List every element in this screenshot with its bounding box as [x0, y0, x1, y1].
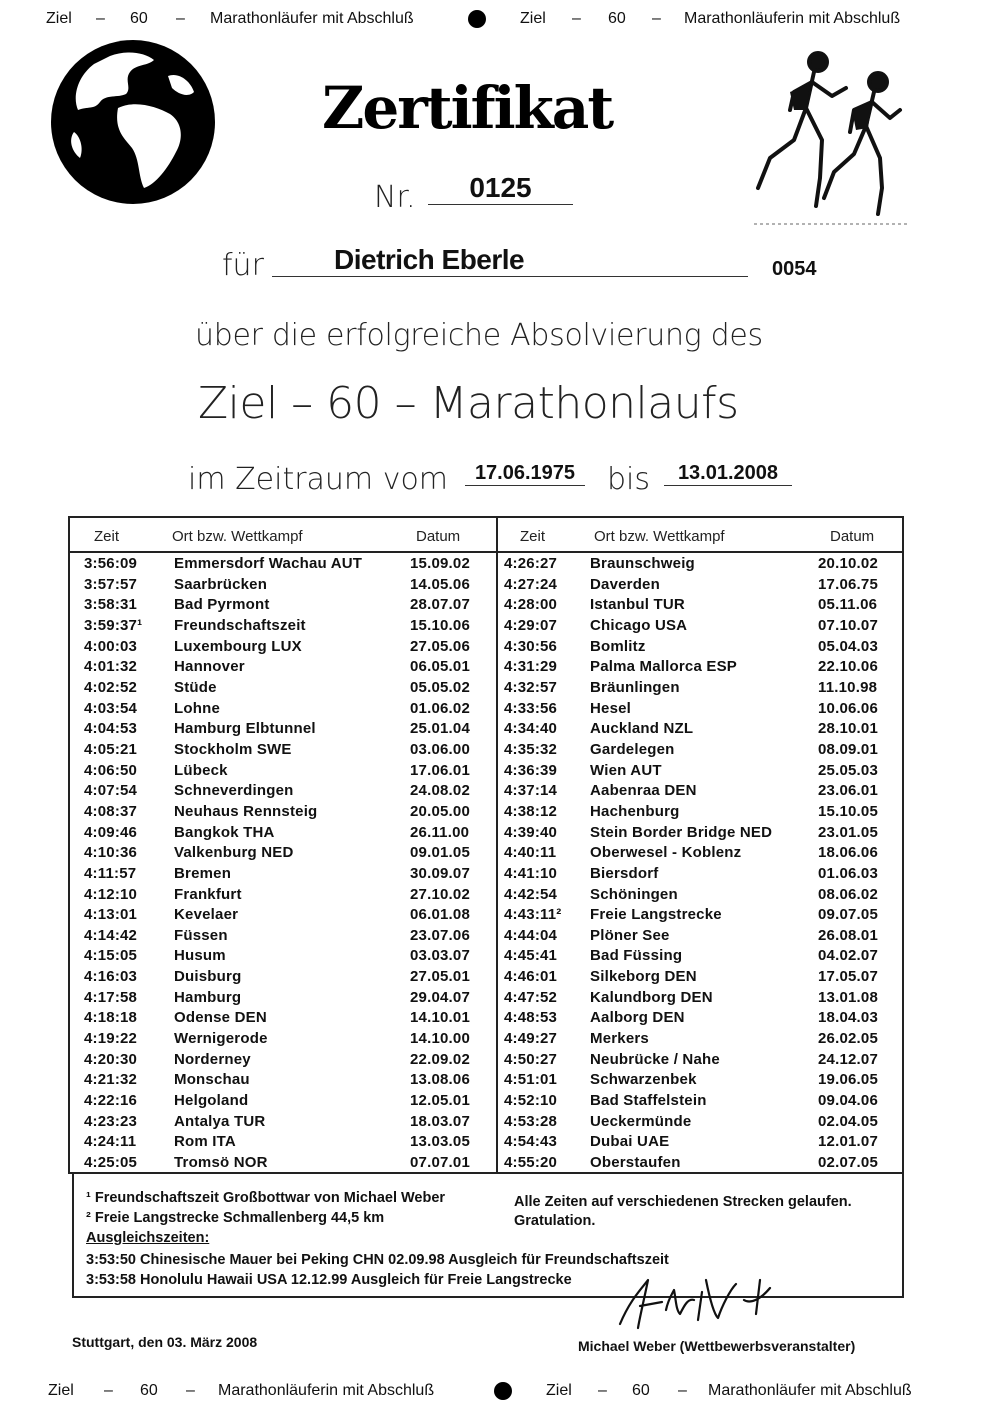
table-row [504, 740, 902, 761]
band-text: Marathonläuferin mit Abschluß [684, 10, 901, 27]
cell-date: 14.10.01 [410, 1009, 470, 1027]
cell-place: Wien AUT [590, 761, 662, 779]
period-start-date: 17.06.1975 [465, 462, 585, 486]
cell-place: Odense DEN [174, 1009, 267, 1027]
table-row [504, 1070, 902, 1091]
band-text: Marathonläuferin mit Abschluß [218, 1382, 435, 1399]
cell-time: 4:51:01 [504, 1071, 558, 1089]
table-row [84, 885, 494, 906]
cell-date: 14.10.00 [410, 1030, 470, 1048]
organizer-name: Michael Weber (Wettbewerbsveranstalter) [578, 1338, 856, 1354]
results-column-left [84, 554, 494, 1174]
course-title: Ziel – 60 – Marathonlaufs [198, 378, 739, 429]
table-row [84, 1008, 494, 1029]
table-row [504, 946, 902, 967]
cell-date: 02.04.05 [818, 1112, 878, 1130]
cell-time: 4:12:10 [84, 885, 138, 903]
cell-time: 4:44:04 [504, 926, 558, 944]
cell-place: Stüde [174, 678, 217, 696]
cell-date: 06.05.01 [410, 658, 470, 676]
cell-date: 17.06.75 [818, 575, 878, 593]
cell-date: 20.10.02 [818, 555, 878, 572]
cell-time: 4:18:18 [84, 1009, 138, 1027]
cell-date: 27.10.02 [410, 885, 470, 903]
table-row [504, 988, 902, 1009]
cell-place: Kevelaer [174, 906, 239, 924]
cell-date: 01.06.03 [818, 864, 878, 882]
cell-date: 25.01.04 [410, 720, 470, 738]
cell-place: Norderney [174, 1050, 251, 1068]
cell-time: 4:39:40 [504, 823, 558, 841]
cell-date: 09.07.05 [818, 906, 878, 924]
cell-time: 4:00:03 [84, 637, 138, 655]
cell-date: 18.04.03 [818, 1009, 878, 1027]
table-row [84, 946, 494, 967]
table-row [84, 905, 494, 926]
cell-place: Duisburg [174, 968, 242, 986]
table-row [504, 1132, 902, 1153]
header-date: Datum [830, 528, 875, 545]
band-dash: – [652, 10, 661, 27]
table-row [504, 575, 902, 596]
cell-place: Palma Mallorca ESP [590, 658, 738, 676]
bullet-dot-icon [494, 1382, 512, 1400]
nr-label: Nr. [374, 180, 416, 215]
cell-time: 4:48:53 [504, 1009, 558, 1027]
cell-date: 13.03.05 [410, 1133, 470, 1151]
table-row [84, 843, 494, 864]
cell-time: 4:35:32 [504, 740, 558, 758]
cell-place: Freundschaftszeit [174, 616, 306, 634]
cell-time: 4:55:20 [504, 1154, 558, 1172]
table-row [84, 1091, 494, 1112]
table-row [504, 1050, 902, 1071]
cell-date: 04.02.07 [818, 947, 878, 965]
cell-place: Bangkok THA [174, 823, 275, 841]
cell-date: 05.11.06 [818, 596, 878, 614]
period-end-date: 13.01.2008 [664, 462, 792, 486]
cell-place: Biersdorf [590, 864, 659, 882]
footnote-2: ² Freie Langstrecke Schmallenberg 44,5 km [86, 1210, 385, 1226]
table-row [504, 637, 902, 658]
cell-place: Monschau [174, 1071, 250, 1089]
cell-place: Dubai UAE [590, 1133, 670, 1151]
table-row [84, 823, 494, 844]
table-row [84, 575, 494, 596]
cell-place: Schöningen [590, 885, 678, 903]
table-row [504, 802, 902, 823]
cell-time: 4:04:53 [84, 720, 138, 738]
band-dash: – [678, 1382, 687, 1399]
cell-date: 03.03.07 [410, 947, 470, 965]
cell-time: 4:36:39 [504, 761, 558, 779]
cell-date: 05.05.02 [410, 678, 470, 696]
header-place: Ort bzw. Wettkampf [594, 528, 725, 545]
cell-place: Bad Staffelstein [590, 1092, 707, 1110]
cell-time: 4:11:57 [84, 864, 137, 882]
remark-2: Gratulation. [514, 1213, 596, 1229]
cell-date: 11.10.98 [818, 678, 878, 696]
cell-time: 4:25:05 [84, 1154, 138, 1172]
table-row [504, 616, 902, 637]
cell-time: 4:24:11 [84, 1133, 137, 1151]
header-date: Datum [416, 528, 461, 545]
band-number: 60 [130, 10, 148, 27]
achievement-line: über die erfolgreiche Absolvierung des [195, 318, 763, 353]
table-row [504, 905, 902, 926]
ausgleich-1: 3:53:50 Chinesische Mauer bei Peking CHN 02.09.98 Ausgleich für Freundschaftszeit [86, 1252, 669, 1268]
cell-place: Freie Langstrecke [590, 906, 722, 924]
cell-time: 4:40:11 [504, 844, 557, 862]
cell-time: 3:58:31 [84, 596, 138, 614]
cell-date: 15.10.05 [818, 802, 878, 820]
cell-place: Neuhaus Rennsteig [174, 802, 318, 820]
cell-place: Bad Füssing [590, 947, 683, 965]
cell-place: Rom ITA [174, 1133, 236, 1151]
band-number: 60 [140, 1382, 158, 1399]
cell-date: 13.08.06 [410, 1071, 470, 1089]
table-row [504, 719, 902, 740]
cell-place: Stein Border Bridge NED [590, 823, 773, 841]
cell-time: 4:42:54 [504, 885, 558, 903]
certificate-number: 0125 [428, 172, 573, 205]
table-row [504, 699, 902, 720]
cell-time: 4:43:11² [504, 906, 562, 924]
header-place: Ort bzw. Wettkampf [172, 528, 303, 545]
table-row [504, 678, 902, 699]
cell-place: Lübeck [174, 761, 228, 779]
cell-place: Hamburg [174, 988, 242, 1006]
table-row [504, 1153, 902, 1174]
cell-date: 07.10.07 [818, 616, 878, 634]
table-row [504, 926, 902, 947]
cell-date: 06.01.08 [410, 906, 470, 924]
table-row [84, 802, 494, 823]
cell-date: 18.03.07 [410, 1112, 470, 1130]
table-row [504, 864, 902, 885]
cell-date: 26.08.01 [818, 926, 878, 944]
cell-time: 4:28:00 [504, 596, 558, 614]
cell-date: 28.07.07 [410, 596, 470, 614]
cell-place: Husum [174, 947, 226, 965]
table-row [84, 1050, 494, 1071]
cell-date: 19.06.05 [818, 1071, 878, 1089]
footer-band [0, 1376, 1000, 1406]
cell-time: 4:10:36 [84, 844, 138, 862]
cell-date: 14.05.06 [410, 575, 470, 593]
cell-time: 4:33:56 [504, 699, 558, 717]
footnote-1: ¹ Freundschaftszeit Großbottwar von Michael Weber [86, 1190, 446, 1206]
place-and-date: Stuttgart, den 03. März 2008 [72, 1334, 258, 1350]
cell-place: Ueckermünde [590, 1112, 692, 1130]
cell-date: 26.02.05 [818, 1030, 878, 1048]
cell-place: Gardelegen [590, 740, 675, 758]
cell-date: 29.04.07 [410, 988, 470, 1006]
cell-date: 26.11.00 [410, 823, 470, 841]
table-row [84, 988, 494, 1009]
ausgleich-heading: Ausgleichszeiten: [86, 1230, 210, 1246]
cell-place: Helgoland [174, 1092, 249, 1110]
table-row [84, 926, 494, 947]
table-row [504, 967, 902, 988]
cell-place: Oberwesel - Koblenz [590, 844, 742, 862]
cell-place: Emmersdorf Wachau AUT [174, 555, 363, 572]
cell-time: 4:09:46 [84, 823, 138, 841]
cell-place: Hesel [590, 699, 632, 717]
table-row [84, 554, 494, 575]
cell-time: 4:20:30 [84, 1050, 138, 1068]
cell-time: 4:08:37 [84, 802, 138, 820]
cell-date: 15.10.06 [410, 616, 470, 634]
cell-time: 4:02:52 [84, 678, 138, 696]
handwritten-signature [610, 1270, 810, 1340]
results-table [68, 516, 904, 1174]
cell-time: 4:14:42 [84, 926, 138, 944]
cell-time: 4:38:12 [504, 802, 558, 820]
cell-place: Merkers [590, 1030, 649, 1048]
cell-place: Braunschweig [590, 555, 695, 572]
table-row [84, 1132, 494, 1153]
table-row [84, 1112, 494, 1133]
cell-date: 30.09.07 [410, 864, 470, 882]
band-dash: – [572, 10, 581, 27]
cell-time: 4:31:29 [504, 658, 558, 676]
cell-place: Valkenburg NED [174, 844, 294, 862]
recipient-name: Dietrich Eberle [272, 244, 748, 277]
cell-date: 17.06.01 [410, 761, 470, 779]
cell-time: 4:34:40 [504, 720, 558, 738]
cell-date: 22.10.06 [818, 658, 878, 676]
table-row [84, 1153, 494, 1174]
cell-time: 4:19:22 [84, 1030, 138, 1048]
recipient-number: 0054 [772, 258, 817, 280]
cell-time: 3:59:37¹ [84, 616, 143, 634]
table-row [504, 885, 902, 906]
cell-time: 4:22:16 [84, 1092, 138, 1110]
cell-time: 3:56:09 [84, 555, 138, 572]
cell-date: 01.06.02 [410, 699, 470, 717]
table-row [84, 657, 494, 678]
cell-time: 4:45:41 [504, 947, 558, 965]
cell-time: 4:54:43 [504, 1133, 558, 1151]
cell-date: 09.04.06 [818, 1092, 878, 1110]
band-dash: – [176, 10, 185, 27]
band-dash: – [96, 10, 105, 27]
header-divider [70, 551, 902, 553]
table-row [84, 678, 494, 699]
table-row [84, 740, 494, 761]
cell-date: 08.09.01 [818, 740, 878, 758]
cell-date: 09.01.05 [410, 844, 470, 862]
band-dash: – [104, 1382, 113, 1399]
table-row [84, 864, 494, 885]
table-row [504, 1112, 902, 1133]
cell-place: Istanbul TUR [590, 596, 685, 614]
cell-date: 13.01.08 [818, 988, 878, 1006]
cell-date: 10.06.06 [818, 699, 878, 717]
cell-place: Frankfurt [174, 885, 242, 903]
cell-place: Tromsö NOR [174, 1154, 268, 1172]
ausgleich-2: 3:53:58 Honolulu Hawaii USA 12.12.99 Ausgleich für Freie Langstrecke [86, 1272, 572, 1288]
band-ziel: Ziel [546, 1382, 572, 1399]
cell-time: 3:57:57 [84, 575, 138, 593]
bullet-dot-icon [468, 10, 486, 28]
table-row [84, 595, 494, 616]
cell-time: 4:17:58 [84, 988, 138, 1006]
cell-time: 4:52:10 [504, 1092, 558, 1110]
cell-date: 15.09.02 [410, 555, 470, 572]
cell-date: 12.01.07 [818, 1133, 878, 1151]
cell-time: 4:13:01 [84, 906, 138, 924]
cell-place: Schneverdingen [174, 782, 294, 800]
cell-time: 4:30:56 [504, 637, 558, 655]
cell-time: 4:07:54 [84, 782, 138, 800]
cell-time: 4:23:23 [84, 1112, 138, 1130]
cell-date: 18.06.06 [818, 844, 878, 862]
table-row [504, 1091, 902, 1112]
header-time: Zeit [520, 528, 546, 545]
band-number: 60 [608, 10, 626, 27]
table-row [504, 657, 902, 678]
cell-date: 17.05.07 [818, 968, 878, 986]
band-ziel: Ziel [46, 10, 72, 27]
table-row [84, 781, 494, 802]
cell-place: Oberstaufen [590, 1154, 681, 1172]
cell-place: Aalborg DEN [590, 1009, 685, 1027]
cell-time: 4:05:21 [84, 740, 138, 758]
cell-time: 4:49:27 [504, 1030, 558, 1048]
table-row [504, 761, 902, 782]
band-ziel: Ziel [520, 10, 546, 27]
cell-date: 12.05.01 [410, 1092, 470, 1110]
cell-time: 4:47:52 [504, 988, 558, 1006]
cell-time: 4:53:28 [504, 1112, 558, 1130]
cell-place: Stockholm SWE [174, 740, 292, 758]
cell-place: Neubrücke / Nahe [590, 1050, 720, 1068]
cell-place: Lohne [174, 699, 220, 717]
cell-place: Luxembourg LUX [174, 637, 302, 655]
table-row [504, 843, 902, 864]
cell-place: Bomlitz [590, 637, 646, 655]
cell-date: 05.04.03 [818, 637, 878, 655]
band-text: Marathonläufer mit Abschluß [210, 10, 414, 27]
band-ziel: Ziel [48, 1382, 74, 1399]
cell-place: Kalundborg DEN [590, 988, 713, 1006]
cell-place: Wernigerode [174, 1030, 268, 1048]
cell-place: Hachenburg [590, 802, 680, 820]
table-row [504, 781, 902, 802]
remark-1: Alle Zeiten auf verschiedenen Strecken gelaufen. [514, 1194, 852, 1210]
results-column-right [504, 554, 902, 1174]
cell-place: Antalya TUR [174, 1112, 266, 1130]
cell-time: 4:16:03 [84, 968, 138, 986]
cell-time: 4:29:07 [504, 616, 558, 634]
band-dash: – [186, 1382, 195, 1399]
fuer-label: für [222, 248, 264, 283]
cell-date: 07.07.01 [410, 1154, 470, 1172]
cell-time: 4:41:10 [504, 864, 558, 882]
cell-place: Schwarzenbek [590, 1071, 697, 1089]
table-row [84, 967, 494, 988]
table-row [84, 1029, 494, 1050]
table-row [84, 616, 494, 637]
cell-time: 4:37:14 [504, 782, 558, 800]
cell-date: 23.06.01 [818, 782, 878, 800]
cell-time: 4:46:01 [504, 968, 558, 986]
band-number: 60 [632, 1382, 650, 1399]
period-bis-label: bis [607, 462, 651, 497]
cell-place: Aabenraa DEN [590, 782, 697, 800]
cell-date: 22.09.02 [410, 1050, 470, 1068]
cell-time: 4:21:32 [84, 1071, 138, 1089]
cell-date: 23.01.05 [818, 823, 878, 841]
table-row [504, 823, 902, 844]
cell-place: Silkeborg DEN [590, 968, 697, 986]
band-dash: – [598, 1382, 607, 1399]
cell-date: 23.07.06 [410, 926, 470, 944]
table-row [84, 761, 494, 782]
cell-date: 27.05.01 [410, 968, 470, 986]
column-divider [496, 518, 498, 1172]
cell-date: 25.05.03 [818, 761, 878, 779]
cell-place: Bad Pyrmont [174, 596, 270, 614]
cell-place: Bremen [174, 864, 232, 882]
table-row [84, 637, 494, 658]
band-text: Marathonläufer mit Abschluß [708, 1382, 912, 1399]
cell-place: Bräunlingen [590, 678, 680, 696]
cell-time: 4:06:50 [84, 761, 138, 779]
runners-illustration [750, 48, 910, 230]
cell-place: Hannover [174, 658, 245, 676]
table-row [84, 1070, 494, 1091]
cell-date: 20.05.00 [410, 802, 470, 820]
header-band [0, 4, 1000, 34]
cell-time: 4:50:27 [504, 1050, 558, 1068]
cell-place: Auckland NZL [590, 720, 694, 738]
cell-date: 03.06.00 [410, 740, 470, 758]
cell-time: 4:01:32 [84, 658, 138, 676]
cell-date: 28.10.01 [818, 720, 878, 738]
cell-place: Füssen [174, 926, 228, 944]
table-row [504, 1008, 902, 1029]
cell-date: 24.08.02 [410, 782, 470, 800]
cell-time: 4:26:27 [504, 555, 558, 572]
table-row [84, 719, 494, 740]
certificate-title: Zertifikat [322, 74, 613, 142]
cell-time: 4:32:57 [504, 678, 558, 696]
table-row [504, 595, 902, 616]
globe-icon [48, 36, 218, 208]
table-row [84, 699, 494, 720]
cell-place: Hamburg Elbtunnel [174, 720, 316, 738]
cell-time: 4:27:24 [504, 575, 558, 593]
cell-time: 4:03:54 [84, 699, 138, 717]
table-row [504, 1029, 902, 1050]
cell-place: Saarbrücken [174, 575, 268, 593]
cell-place: Plöner See [590, 926, 670, 944]
cell-date: 24.12.07 [818, 1050, 878, 1068]
cell-time: 4:15:05 [84, 947, 138, 965]
period-label: im Zeitraum vom [188, 462, 449, 497]
cell-date: 27.05.06 [410, 637, 470, 655]
cell-date: 08.06.02 [818, 885, 878, 903]
header-time: Zeit [94, 528, 120, 545]
table-row [504, 554, 902, 575]
cell-place: Daverden [590, 575, 660, 593]
cell-place: Chicago USA [590, 616, 688, 634]
cell-date: 02.07.05 [818, 1154, 878, 1172]
